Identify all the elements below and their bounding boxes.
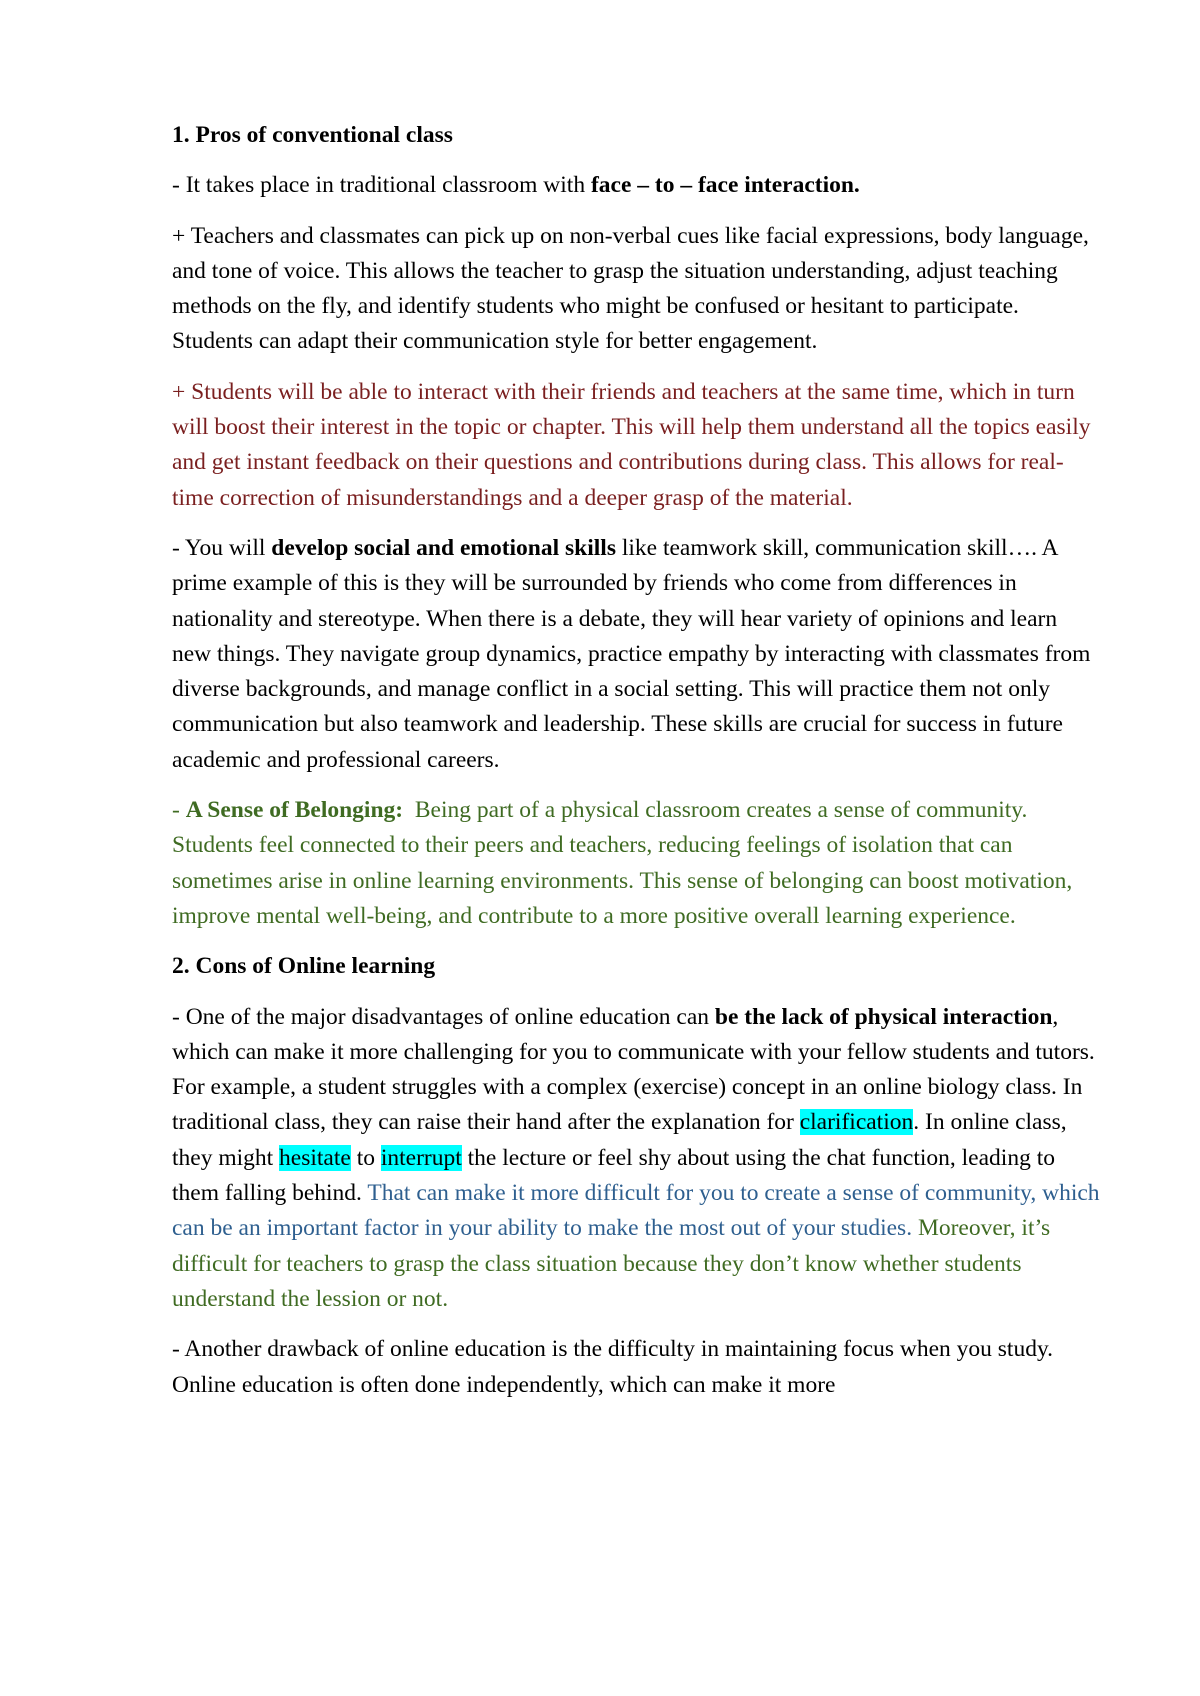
paragraph-face-to-face [172, 168, 1100, 203]
paragraph-social-skills [172, 531, 1100, 778]
section-heading-cons: 2. Cons of Online learning [172, 953, 436, 980]
bold-text-run: face – to – face interaction. [590, 172, 860, 199]
section-heading-pros: 1. Pros of conventional class [172, 122, 453, 148]
text-run: . In online class, they might [172, 1109, 1067, 1171]
text-run: to [350, 1144, 381, 1171]
green-text-run: Moreover, it’s difficult for teachers to grasp the class situation because they don’t know whether students understand the lession or not. [172, 1215, 1051, 1312]
bold-text-run: develop social and emotional skills [271, 534, 616, 561]
highlighted-word: hesitate [279, 1144, 351, 1171]
text-run: - It takes place in traditional classroom with [172, 172, 591, 199]
text-run: - You will [172, 534, 272, 561]
text-run: - One of the major disadvantages of online education can [172, 1003, 715, 1030]
highlighted-word: clarification [799, 1109, 914, 1136]
paragraph-lack-of-interaction [172, 1000, 1100, 1318]
text-run: like teamwork skill, communication skill…. A prime example of this is they will be surrounded by friends who come from differences in nationality and stereotype. When there is a debate, they will hear variety of opinions and learn new things. They navigate group dynamics, practice empathy by interacting with classmates from diverse backgrounds, and manage conflict in a social setting. This will practice them not only communication but also teamwork and leadership. These skills are crucial for success in future academic and professional careers. [172, 534, 1091, 773]
text-run: Being part of a physical classroom creates a sense of community. Students feel connected to their peers and teachers, reducing feelings of isolation that can sometimes arise in online learning environments. This sense of belonging can boost motivation, improve mental well-being, and contribute to a more positive overall learning experience. [172, 797, 1079, 929]
blue-text-run: That can make it more difficult for you to create a sense of community, which can be an important factor in your ability to make the most out of your studies. [172, 1180, 1100, 1242]
paragraph-nonverbal-cues: + Teachers and classmates can pick up on non-verbal cues like facial expressions, body language, and tone of voice. This allows the teacher to grasp the situation understanding, adjust teaching methods on the fly, and identify students who might be confused or hesitant to participate. Students can adapt their communication style for better engagement. [172, 222, 1089, 355]
text-run: , which can make it more challenging for you to communicate with your fellow students and tutors. For example, a student struggles with a complex (exercise) concept in an online biology class. In traditional class, they can raise their hand after the explanation for [172, 1003, 1095, 1136]
paragraph-maintaining-focus: - Another drawback of online education is the difficulty in maintaining focus when you study. Online education is often done independently, which can make it more [172, 1336, 1054, 1398]
paragraph-interaction-red: + Students will be able to interact with their friends and teachers at the same time, which in turn will boost their interest in the topic or chapter. This will help them understand all the topics easily and get instant feedback on their questions and contributions during class. This allows for real-time correction of misunderstandings and a deeper grasp of the material. [172, 378, 1091, 511]
bold-text-run: be the lack of physical interaction [714, 1003, 1053, 1030]
text-run: - [172, 797, 186, 824]
text-run: the lecture or feel shy about using the chat function, leading to them falling behind. [172, 1144, 1055, 1207]
paragraph-belonging-green [172, 793, 1100, 934]
bold-text-run: A Sense of Belonging: [185, 797, 404, 824]
highlighted-word: interrupt [380, 1144, 462, 1171]
